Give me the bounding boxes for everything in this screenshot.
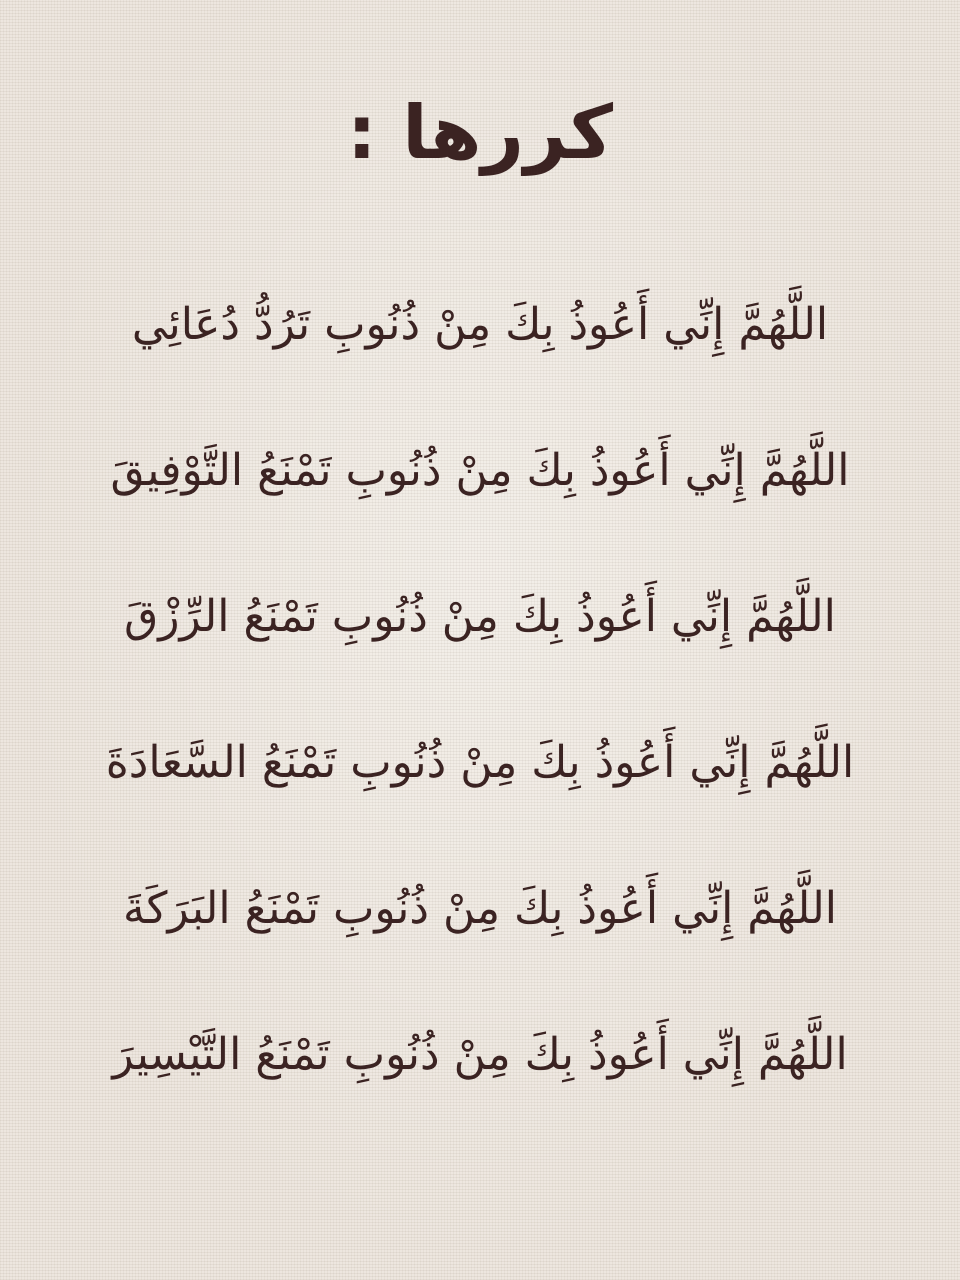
dua-line: اللَّهُمَّ إِنِّي أَعُوذُ بِكَ مِنْ ذُنُوبِ تَمْنَعُ التَّيْسِيرَ bbox=[112, 1029, 848, 1080]
dua-line: اللَّهُمَّ إِنِّي أَعُوذُ بِكَ مِنْ ذُنُوبِ تَمْنَعُ التَّوْفِيقَ bbox=[110, 445, 850, 496]
dua-list bbox=[40, 270, 920, 1146]
dua-line: اللَّهُمَّ إِنِّي أَعُوذُ بِكَ مِنْ ذُنُوبِ تَمْنَعُ السَّعَادَةَ bbox=[105, 737, 855, 788]
dua-line: اللَّهُمَّ إِنِّي أَعُوذُ بِكَ مِنْ ذُنُوبِ تَمْنَعُ البَرَكَةَ bbox=[122, 883, 838, 934]
dua-line: اللَّهُمَّ إِنِّي أَعُوذُ بِكَ مِنْ ذُنُوبِ تَرُدُّ دُعَائِي bbox=[131, 299, 829, 350]
page-title: كررها : bbox=[346, 90, 614, 176]
dua-line: اللَّهُمَّ إِنِّي أَعُوذُ بِكَ مِنْ ذُنُوبِ تَمْنَعُ الرِّزْقَ bbox=[124, 591, 836, 642]
